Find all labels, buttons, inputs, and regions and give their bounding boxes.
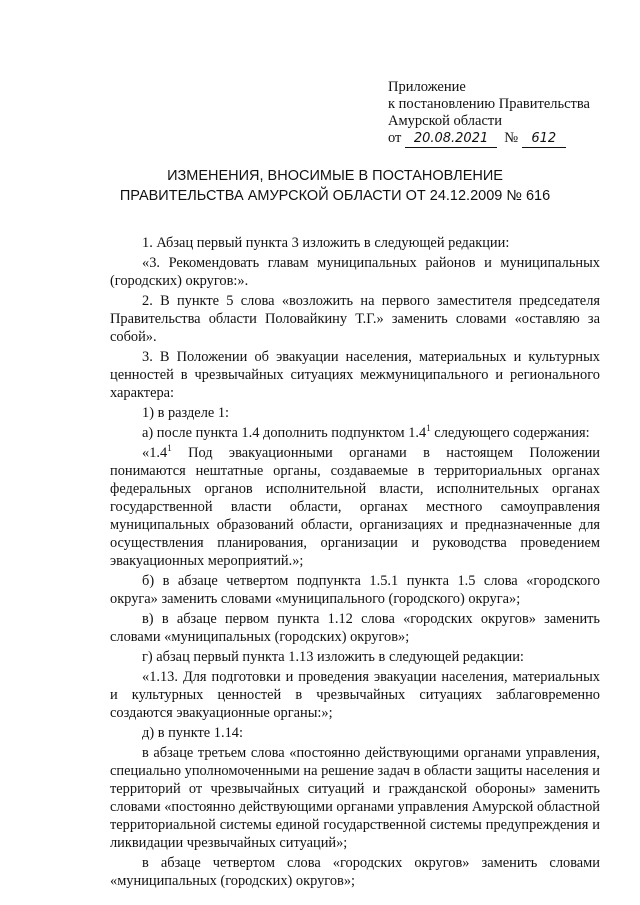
handwritten-date: 20.08.2021 [405, 130, 497, 148]
p6-superscript: 1 [426, 423, 431, 434]
paragraph-12: д) в пункте 1.14: [142, 725, 243, 741]
paragraph-14: в абзаце четвертом слова «городских округов» заменить словами «муниципальных (городских) округов»; [110, 855, 600, 889]
appendix-to-resolution: к постановлению Правительства [388, 96, 590, 112]
appendix-region: Амурской области [388, 113, 502, 129]
p6-text-b: следующего содержания: [430, 425, 590, 441]
title-line-2: ПРАВИТЕЛЬСТВА АМУРСКОЙ ОБЛАСТИ ОТ 24.12.2009 № 616 [119, 188, 551, 204]
paragraph-9: в) в абзаце первом пункта 1.12 слова «городских округов» заменить словами «муниципальных (городских) округов»; [110, 611, 600, 645]
p7-superscript: 1 [167, 443, 172, 454]
paragraph-10: г) абзац первый пункта 1.13 изложить в следующей редакции: [142, 649, 524, 665]
p7-text-a: «1.4 [142, 445, 168, 461]
title-line-1: ИЗМЕНЕНИЯ, ВНОСИМЫЕ В ПОСТАНОВЛЕНИЕ [167, 168, 503, 184]
appendix-label: Приложение [388, 79, 466, 95]
p7-text-b: Под эвакуационными органами в настоящем Положении понимаются нештатные органы, создаваемые в территориальных органах федеральных органов исполнительной власти, исполнительных органах государственной власти области, органах местного самоуправления муниципальных образований области, организациях и предназначенные для осуществления планирования, организации и руководства проведением эвакуационных мероприятий.»; [110, 445, 600, 569]
paragraph-4: 3. В Положении об эвакуации населения, материальных и культурных ценностей в чрезвычайных ситуациях межмуниципального и регионального характера: [110, 349, 600, 401]
number-prefix: № [504, 130, 519, 146]
paragraph-6 [110, 424, 600, 442]
appendix-block [388, 79, 618, 148]
paragraph-3: 2. В пункте 5 слова «возложить на первого заместителя председателя Правительства области Половайкину Т.Г.» заменить словами «оставляю за собой». [110, 293, 600, 345]
paragraph-7 [110, 444, 600, 570]
paragraph-13: в абзаце третьем слова «постоянно действующими органами управления, специально уполномоченными на решение задач в области защиты населения и территорий от чрезвычайных ситуаций и гражданской обороны» заменить словами «постоянно действующими органами управления Амурской областной территориальной системы единой государственной системы предупреждения и ликвидации чрезвычайных ситуаций»; [110, 745, 600, 851]
paragraph-2: «3. Рекомендовать главам муниципальных районов и муниципальных (городских) округов:». [110, 255, 600, 289]
date-prefix: от [388, 130, 402, 146]
document-title [100, 166, 570, 206]
document-body [110, 234, 600, 892]
paragraph-5: 1) в разделе 1: [142, 405, 230, 421]
appendix-date-number-line [388, 130, 618, 148]
paragraph-1: 1. Абзац первый пункта 3 изложить в следующей редакции: [142, 235, 510, 251]
paragraph-11: «1.13. Для подготовки и проведения эвакуации населения, материальных и культурных ценностей в чрезвычайных ситуациях заблаговременно создаются эвакуационные органы:»; [110, 669, 600, 721]
paragraph-8: б) в абзаце четвертом подпункта 1.5.1 пункта 1.5 слова «городского округа» заменить словами «муниципального (городского) округа»; [110, 573, 600, 607]
handwritten-number: 612 [522, 130, 566, 148]
p6-text-a: а) после пункта 1.4 дополнить подпунктом 1.4 [142, 425, 427, 441]
